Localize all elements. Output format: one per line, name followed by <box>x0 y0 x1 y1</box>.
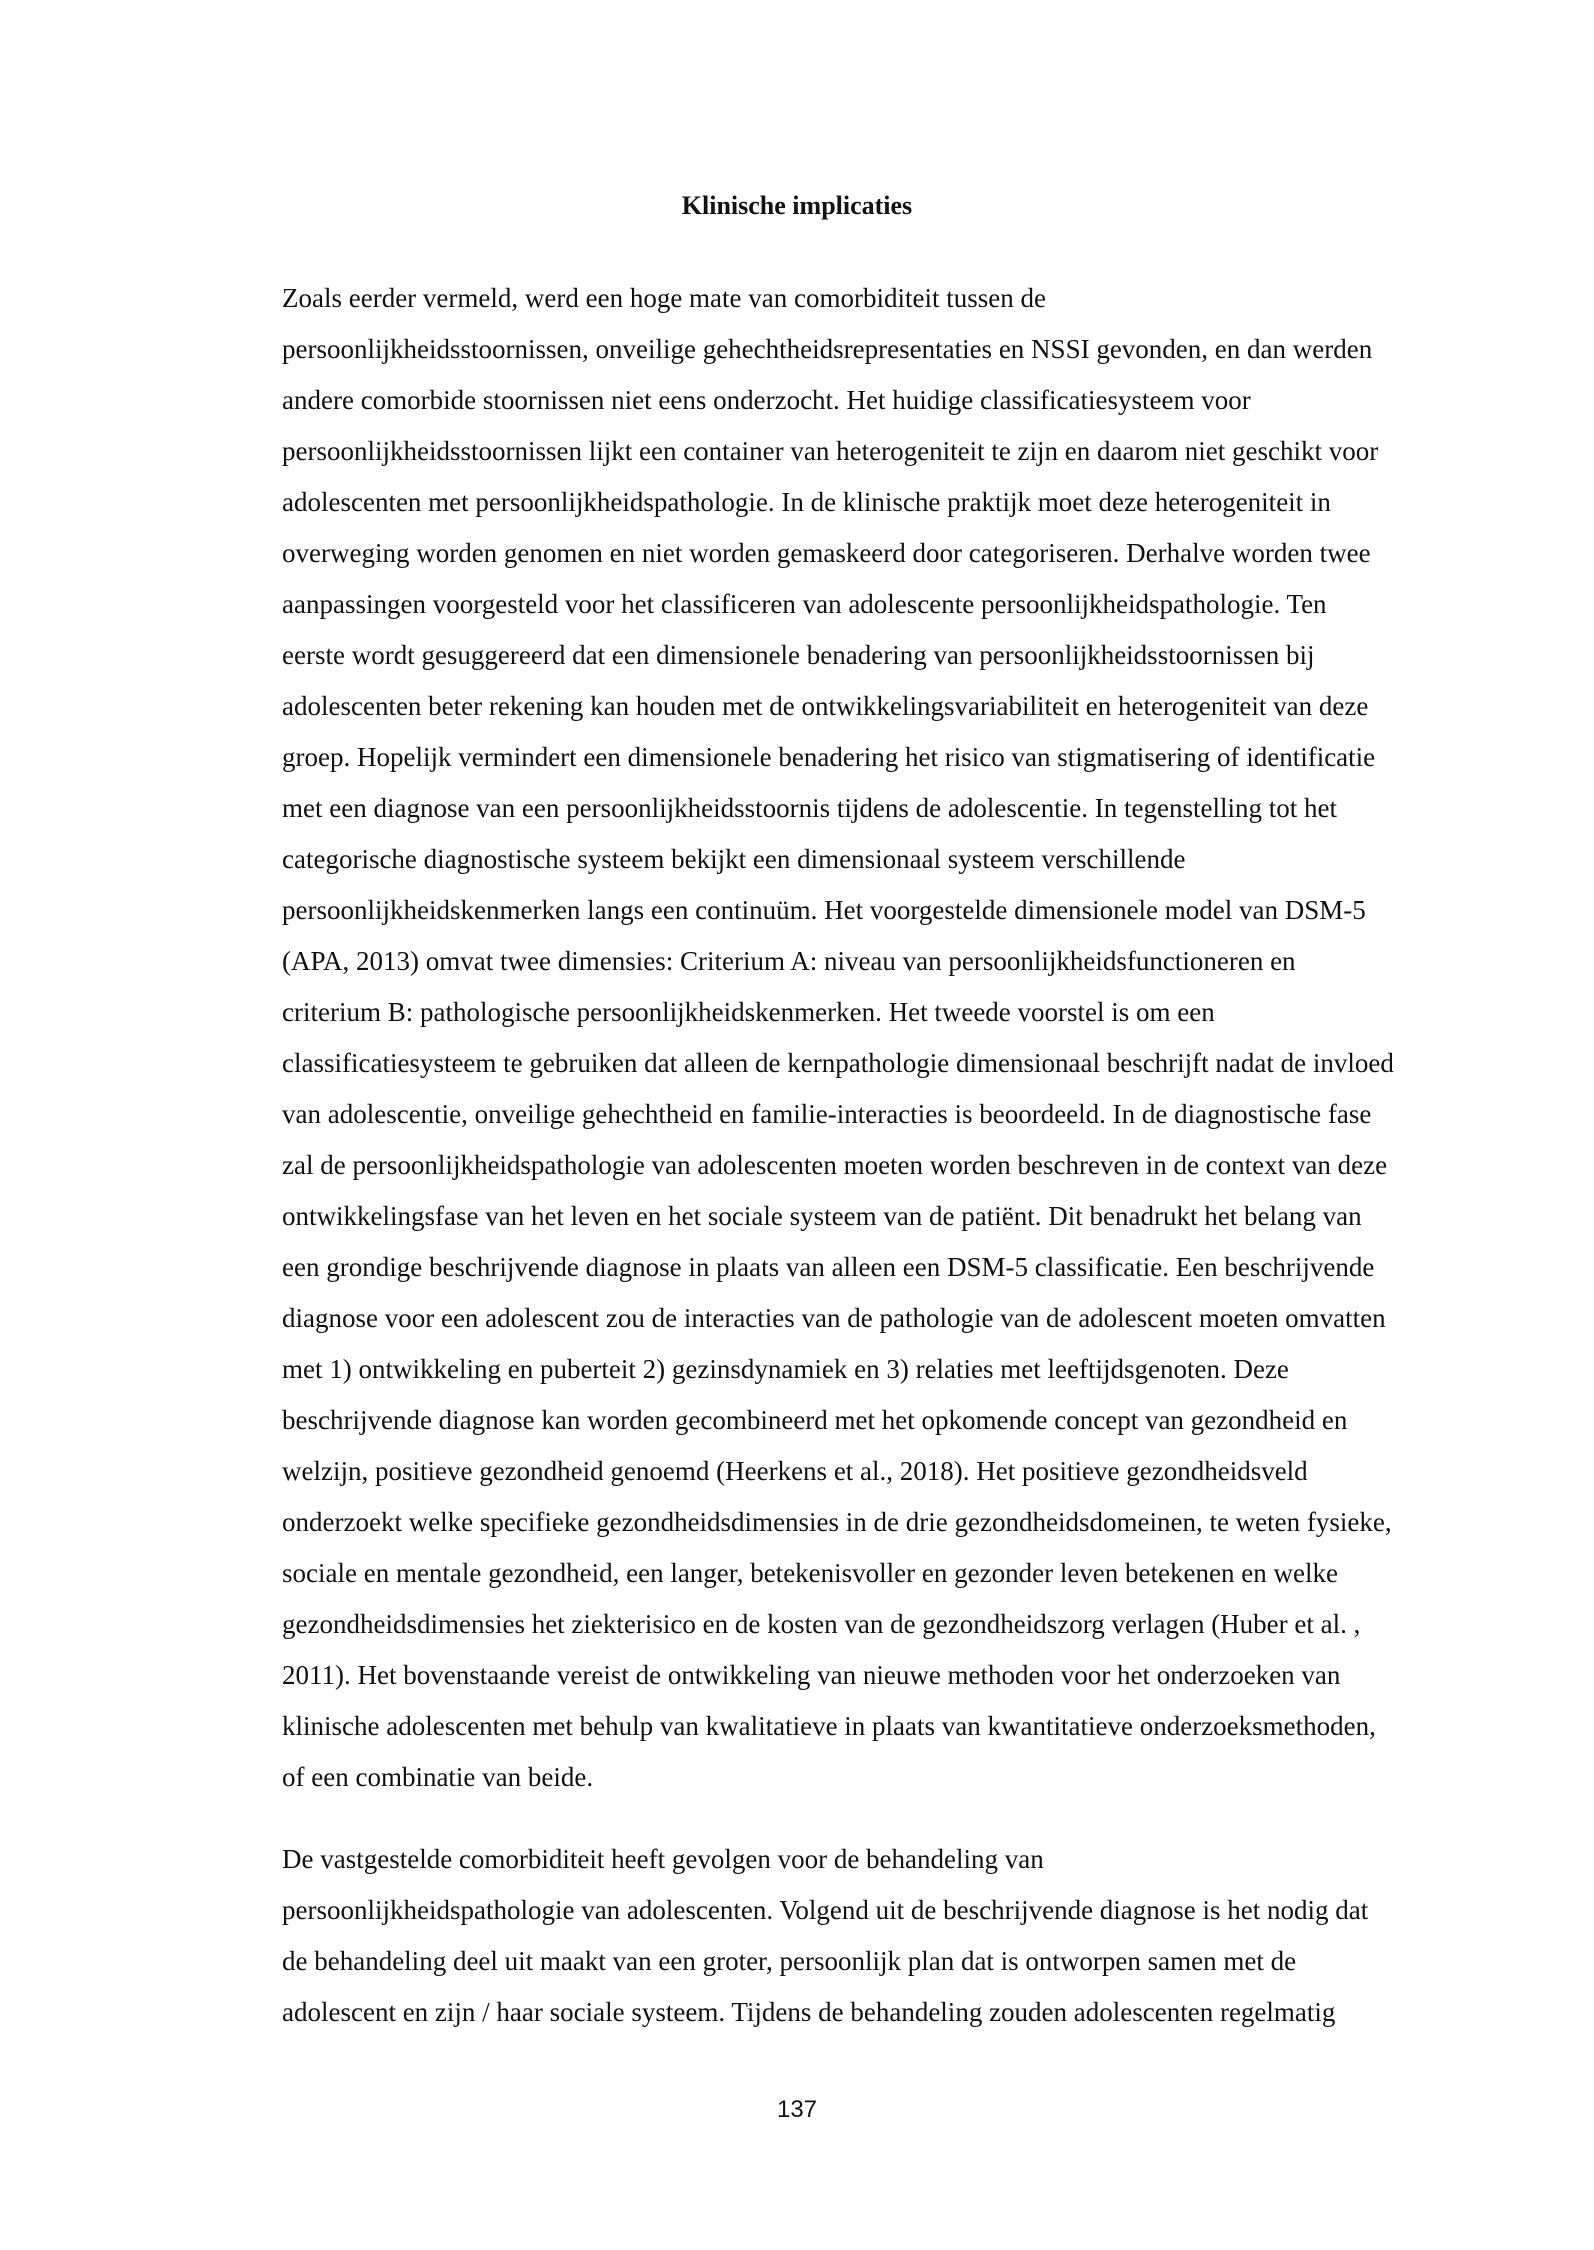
text-line: met een diagnose van een persoonlijkheidsstoornis tijdens de adolescentie. In tegenstelling tot het <box>282 793 1337 823</box>
text-line: persoonlijkheidsstoornissen, onveilige gehechtheidsrepresentaties en NSSI gevonden, en dan werden <box>282 334 1373 364</box>
text-line: zal de persoonlijkheidspathologie van adolescenten moeten worden beschreven in de context van deze <box>282 1150 1388 1180</box>
text-line: De vastgestelde comorbiditeit heeft gevolgen voor de behandeling van <box>282 1844 1044 1874</box>
text-line: onderzoekt welke specifieke gezondheidsdimensies in de drie gezondheidsdomeinen, te weten fysieke, <box>282 1507 1392 1537</box>
text-line: of een combinatie van beide. <box>282 1762 594 1792</box>
text-line: sociale en mentale gezondheid, een langer, betekenisvoller en gezonder leven betekenen en welke <box>282 1558 1338 1588</box>
text-line: 2011). Het bovenstaande vereist de ontwikkeling van nieuwe methoden voor het onderzoeken van <box>282 1660 1341 1690</box>
section-heading: Klinische implicaties <box>681 191 913 220</box>
page-number: 137 <box>776 2096 818 2123</box>
text-line: ontwikkelingsfase van het leven en het sociale systeem van de patiënt. Dit benadrukt het belang van <box>282 1201 1362 1231</box>
text-line: aanpassingen voorgesteld voor het classificeren van adolescente persoonlijkheidspathologie. Ten <box>282 589 1327 619</box>
text-line: persoonlijkheidspathologie van adolescenten. Volgend uit de beschrijvende diagnose is het nodig dat <box>282 1895 1369 1925</box>
text-line: adolescenten met persoonlijkheidspathologie. In de klinische praktijk moet deze heterogeniteit in <box>282 487 1331 517</box>
text-line: een grondige beschrijvende diagnose in plaats van alleen een DSM-5 classificatie. Een beschrijvende <box>282 1252 1375 1282</box>
text-line: welzijn, positieve gezondheid genoemd (Heerkens et al., 2018). Het positieve gezondheidsveld <box>282 1456 1308 1486</box>
text-line: Zoals eerder vermeld, werd een hoge mate van comorbiditeit tussen de <box>282 283 1046 313</box>
paragraph-2-text <box>190 1834 1410 2038</box>
text-line: beschrijvende diagnose kan worden gecombineerd met het opkomende concept van gezondheid en <box>282 1405 1348 1435</box>
text-line: categorische diagnostische systeem bekijkt een dimensionaal systeem verschillende <box>282 844 1186 874</box>
text-line: van adolescentie, onveilige gehechtheid en familie-interacties is beoordeeld. In de diagnostische fase <box>282 1099 1372 1129</box>
text-line: diagnose voor een adolescent zou de interacties van de pathologie van de adolescent moeten omvatten <box>282 1303 1386 1333</box>
text-line: eerste wordt gesuggereerd dat een dimensionele benadering van persoonlijkheidsstoornissen bij <box>282 640 1315 670</box>
text-line: persoonlijkheidsstoornissen lijkt een container van heterogeniteit te zijn en daarom niet geschikt voor <box>282 436 1379 466</box>
text-line: klinische adolescenten met behulp van kwalitatieve in plaats van kwantitatieve onderzoeksmethoden, <box>282 1711 1376 1741</box>
text-line: gezondheidsdimensies het ziekterisico en de kosten van de gezondheidszorg verlagen (Huber et al. , <box>282 1609 1361 1639</box>
text-line: groep. Hopelijk vermindert een dimensionele benadering het risico van stigmatisering of identificatie <box>282 742 1376 772</box>
text-line: adolescenten beter rekening kan houden met de ontwikkelingsvariabiliteit en heterogeniteit van deze <box>282 691 1369 721</box>
text-line: (APA, 2013) omvat twee dimensies: Criterium A: niveau van persoonlijkheidsfunctioneren en <box>282 946 1296 976</box>
text-line: classificatiesysteem te gebruiken dat alleen de kernpathologie dimensionaal beschrijft nadat de invloed <box>282 1048 1394 1078</box>
text-line: adolescent en zijn / haar sociale systeem. Tijdens de behandeling zouden adolescenten regelmatig <box>282 1997 1336 2027</box>
text-line: de behandeling deel uit maakt van een groter, persoonlijk plan dat is ontworpen samen met de <box>282 1946 1297 1976</box>
text-line: criterium B: pathologische persoonlijkheidskenmerken. Het tweede voorstel is om een <box>282 997 1215 1027</box>
paragraph-1 <box>190 273 1410 1803</box>
text-line: andere comorbide stoornissen niet eens onderzocht. Het huidige classificatiesysteem voor <box>282 385 1251 415</box>
text-line: overweging worden genomen en niet worden gemaskeerd door categoriseren. Derhalve worden twee <box>282 538 1371 568</box>
paragraph-2 <box>190 1834 1410 2038</box>
text-line: persoonlijkheidskenmerken langs een continuüm. Het voorgestelde dimensionele model van DSM-5 <box>282 895 1366 925</box>
text-line: met 1) ontwikkeling en puberteit 2) gezinsdynamiek en 3) relaties met leeftijdsgenoten. Deze <box>282 1354 1289 1384</box>
paragraph-1-text <box>190 273 1410 1803</box>
